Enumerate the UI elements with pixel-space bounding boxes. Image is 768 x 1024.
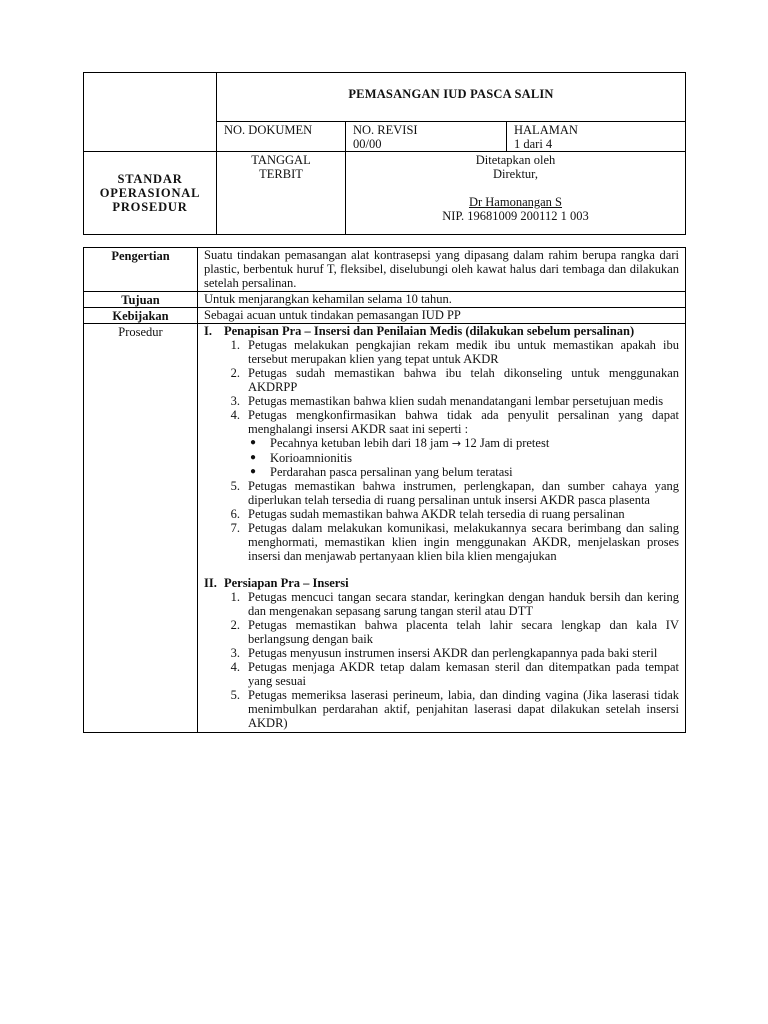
sop-line-1: STANDAR	[117, 172, 183, 186]
terbit-label: TERBIT	[259, 167, 303, 181]
bullet-item: ● Pecahnya ketuban lebih dari 18 jam → 12 Jam di pretest	[249, 436, 550, 450]
list-item: 2. Petugas sudah memastikan bahwa ibu telah dikonseling untuk menggunakan AKDRPP	[230, 366, 679, 394]
prosedur-row	[84, 324, 686, 733]
bullet-item: ● Perdarahan pasca persalinan yang belum teratasi	[249, 465, 513, 479]
kebijakan-text: Sebagai acuan untuk tindakan pemasangan IUD PP	[198, 308, 686, 324]
list-item: 4. Petugas mengkonfirmasikan bahwa tidak ada penyulit persalinan yang dapat menghalangi insersi AKDR saat ini seperti :	[230, 408, 679, 436]
list-item: 5. Petugas memeriksa laserasi perineum, labia, dan dinding vagina (Jika laserasi tidak menimbulkan perdarahan aktif, penjahitan laserasi dapat dilakukan setelah insersi AKDR)	[230, 688, 679, 730]
tujuan-text: Untuk menjarangkan kehamilan selama 10 tahun.	[198, 292, 686, 308]
sop-content-table	[83, 247, 686, 733]
pengertian-label: Pengertian	[84, 248, 198, 292]
bullet-item: ● Korioamnionitis	[249, 451, 352, 465]
halaman-label: HALAMAN	[514, 123, 578, 137]
tujuan-row	[84, 292, 686, 308]
section-1-title: Penapisan Pra – Insersi dan Penilaian Medis (dilakukan sebelum persalinan)	[224, 324, 635, 338]
list-item: 1. Petugas mencuci tangan secara standar, keringkan dengan handuk bersih dan kering dan mengenakan sepasang sarung tangan steril atau DTT	[230, 590, 679, 618]
section-2-number: II.	[204, 576, 217, 590]
halaman-cell	[507, 122, 686, 152]
pengertian-row	[84, 248, 686, 292]
section-1-heading	[204, 324, 679, 338]
sop-label	[84, 152, 217, 235]
section-1-number: I.	[204, 324, 212, 338]
sop-line-3: PROSEDUR	[112, 200, 188, 214]
direktur-text: Direktur,	[493, 167, 538, 181]
ditetapkan-text: Ditetapkan oleh	[475, 153, 556, 167]
list-item: 7. Petugas dalam melakukan komunikasi, melakukannya secara berimbang dan saling menghormati, memastikan klien ingin menggunakan AKDR, menjelaskan proses insersi dan menjawab pertanyaan klien bila klien mengajukan	[230, 521, 679, 563]
prosedur-label: Prosedur	[84, 324, 198, 733]
document-title: PEMASANGAN IUD PASCA SALIN	[217, 73, 686, 122]
no-dokumen-label: NO. DOKUMEN	[224, 123, 313, 137]
tanggal-label: TANGGAL	[251, 153, 311, 167]
arrow-right-icon: →	[451, 437, 462, 450]
tujuan-label: Tujuan	[84, 292, 198, 308]
no-revisi-value: 00/00	[353, 137, 382, 151]
no-dokumen-cell	[217, 122, 346, 152]
no-revisi-cell	[346, 122, 507, 152]
list-item: 4. Petugas menjaga AKDR tetap dalam kemasan steril dan ditempatkan pada tempat yang sesuai	[230, 660, 679, 688]
kebijakan-row	[84, 308, 686, 324]
signer-name: Dr Hamonangan S	[468, 195, 563, 209]
halaman-value: 1 dari 4	[514, 137, 553, 151]
list-item: 3. Petugas menyusun instrumen insersi AKDR dan perlengkapannya pada baki steril	[230, 646, 658, 660]
sop-line-2: OPERASIONAL	[99, 186, 201, 200]
no-revisi-label: NO. REVISI	[353, 123, 418, 137]
prosedur-content	[198, 324, 686, 733]
pengertian-text: Suatu tindakan pemasangan alat kontrasepsi yang dipasang dalam rahim berupa rangka dari plastic, berbentuk huruf T, fleksibel, diselubungi oleh kawat halus dari tembaga dan dilakukan setelah persalinan.	[198, 248, 686, 292]
signer-nip: NIP. 19681009 200112 1 003	[442, 209, 589, 223]
section-2-heading	[204, 576, 679, 590]
list-item: 5. Petugas memastikan bahwa instrumen, perlengkapan, dan sumber cahaya yang diperlukan telah tersedia di ruang persalinan untuk insersi AKDR pasca plasenta	[230, 479, 679, 507]
section-2-title: Persiapan Pra – Insersi	[224, 576, 349, 590]
ditetapkan-cell	[346, 152, 686, 235]
tanggal-terbit-cell	[217, 152, 346, 235]
document-header-table	[83, 72, 686, 235]
list-item: 2. Petugas memastikan bahwa placenta telah lahir secara lengkap dan kala IV berlangsung dengan baik	[230, 618, 679, 646]
list-item: 3. Petugas memastikan bahwa klien sudah menandatangani lembar persetujuan medis	[230, 394, 664, 408]
list-item: 6. Petugas sudah memastikan bahwa AKDR telah tersedia di ruang persalinan	[230, 507, 625, 521]
logo-area	[84, 73, 217, 152]
list-item: 1. Petugas melakukan pengkajian rekam medik ibu untuk memastikan apakah ibu tersebut merupakan klien yang tepat untuk AKDR	[230, 338, 679, 366]
kebijakan-label: Kebijakan	[84, 308, 198, 324]
